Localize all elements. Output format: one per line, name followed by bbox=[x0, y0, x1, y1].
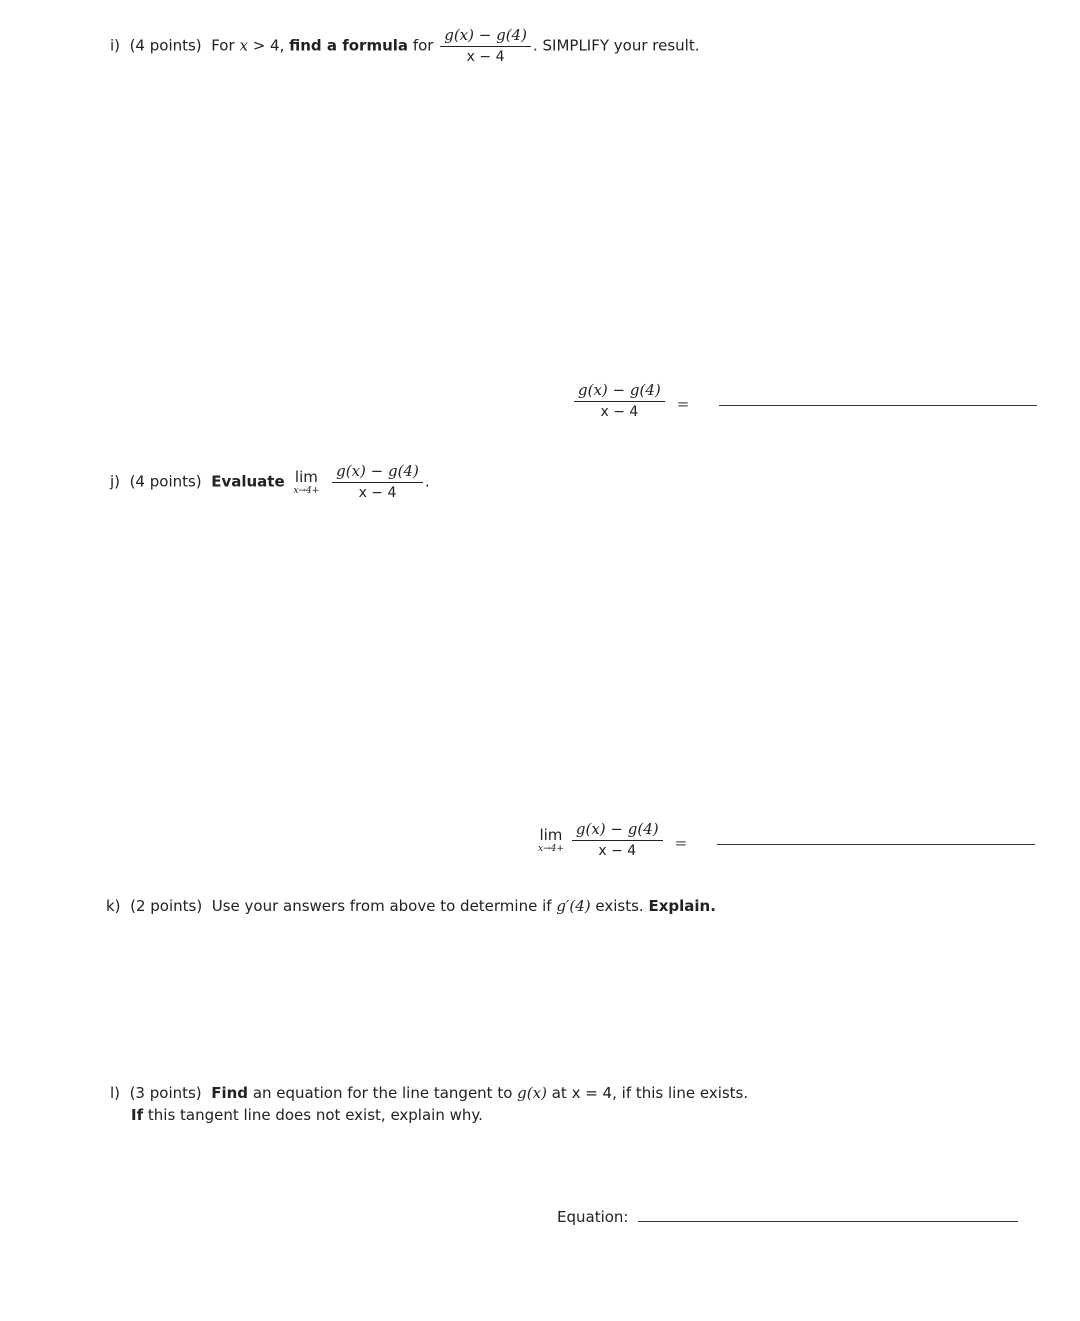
question-j-fraction bbox=[332, 462, 423, 502]
answer-j-lim-subscript: x→4+ bbox=[538, 844, 564, 854]
question-j-evaluate: Evaluate bbox=[211, 472, 285, 491]
question-l-text3: this tangent line does not exist, explain why. bbox=[147, 1106, 483, 1124]
question-l-label: l) bbox=[110, 1084, 121, 1102]
question-k-gprime: g′(4) bbox=[556, 897, 591, 915]
question-j-label: j) bbox=[110, 472, 121, 491]
answer-l-row bbox=[557, 1208, 1018, 1226]
answer-l-blank[interactable] bbox=[638, 1221, 1018, 1222]
question-j-points: (4 points) bbox=[129, 472, 202, 491]
answer-j-blank[interactable] bbox=[717, 844, 1035, 845]
question-l-x-eq: x = 4, bbox=[571, 1084, 617, 1102]
answer-i-fraction bbox=[574, 381, 665, 421]
question-l bbox=[110, 1083, 748, 1103]
question-k-text: Use your answers from above to determine if bbox=[211, 897, 552, 915]
question-j-lim-subscript: x→4+ bbox=[293, 486, 320, 496]
question-i bbox=[110, 26, 700, 66]
question-j-lim-word: lim bbox=[294, 468, 318, 486]
answer-j-fraction-denominator: x − 4 bbox=[598, 843, 637, 859]
question-l-text1: an equation for the line tangent to bbox=[252, 1084, 513, 1102]
question-i-var-x: x bbox=[239, 36, 248, 55]
question-l-if: If bbox=[131, 1106, 144, 1124]
question-i-condition: > 4, bbox=[252, 36, 285, 55]
question-l-gx: g(x) bbox=[517, 1084, 547, 1102]
answer-j-limit bbox=[538, 826, 564, 854]
answer-i-fraction-denominator: x − 4 bbox=[600, 404, 639, 420]
question-i-period: . bbox=[532, 36, 538, 55]
question-k-label: k) bbox=[106, 897, 121, 915]
question-k bbox=[106, 896, 716, 916]
question-l-find: Find bbox=[211, 1084, 249, 1102]
question-i-for2: for bbox=[412, 36, 434, 55]
question-l-text2: if this line exists. bbox=[621, 1084, 749, 1102]
question-i-fraction-denominator: x − 4 bbox=[466, 49, 505, 65]
answer-j-lim-word: lim bbox=[539, 826, 563, 844]
question-j-period: . bbox=[424, 472, 430, 491]
answer-j-equals: = bbox=[674, 834, 688, 852]
answer-i-blank[interactable] bbox=[719, 405, 1037, 406]
answer-j-fraction bbox=[572, 820, 663, 860]
answer-j-fraction-numerator: g(x) − g(4) bbox=[572, 820, 663, 841]
answer-i-equals: = bbox=[676, 395, 690, 413]
answer-i-fraction-numerator: g(x) − g(4) bbox=[574, 381, 665, 402]
question-l-line2 bbox=[131, 1105, 483, 1125]
question-i-fraction-numerator: g(x) − g(4) bbox=[440, 26, 531, 47]
question-j-fraction-denominator: x − 4 bbox=[358, 485, 397, 501]
question-j-limit bbox=[293, 468, 319, 496]
question-i-simplify: SIMPLIFY your result. bbox=[542, 36, 700, 55]
question-i-fraction bbox=[440, 26, 531, 66]
question-k-exists: exists. bbox=[595, 897, 644, 915]
question-k-points: (2 points) bbox=[130, 897, 203, 915]
answer-j-row bbox=[534, 820, 1035, 860]
answer-l-equation-label: Equation: bbox=[557, 1208, 629, 1226]
question-i-label: i) bbox=[110, 36, 121, 55]
question-i-for: For bbox=[211, 36, 235, 55]
question-l-points: (3 points) bbox=[129, 1084, 202, 1102]
question-j bbox=[110, 462, 430, 502]
question-j-fraction-numerator: g(x) − g(4) bbox=[332, 462, 423, 483]
answer-i-row bbox=[572, 381, 1037, 421]
question-i-find-formula: find a formula bbox=[289, 36, 409, 55]
question-i-points: (4 points) bbox=[129, 36, 202, 55]
question-k-explain: Explain. bbox=[648, 897, 716, 915]
question-l-at: at bbox=[551, 1084, 567, 1102]
